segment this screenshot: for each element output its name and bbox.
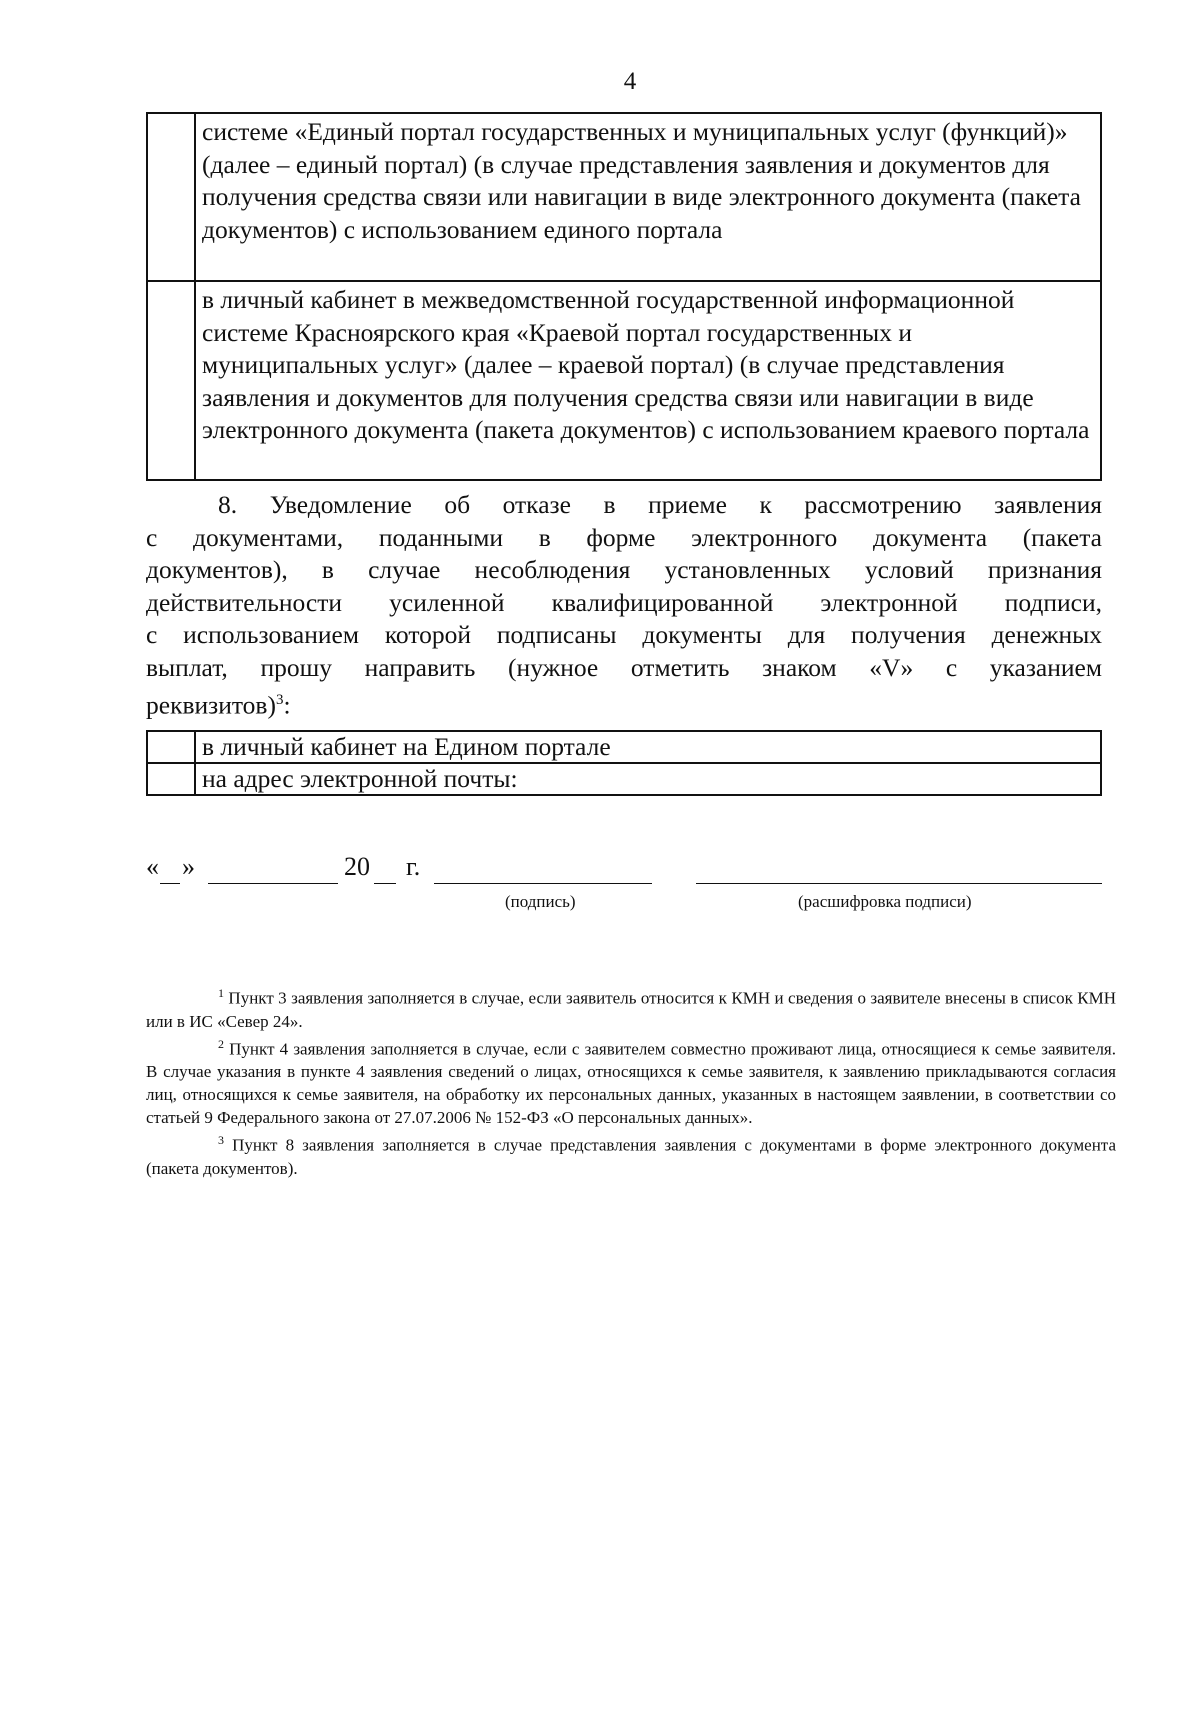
signature-field[interactable] [434,883,652,884]
table-row [147,731,1101,763]
name-decryption-field[interactable] [696,883,1102,884]
option-cabinet-text: в личный кабинет на Едином портале [195,731,1101,763]
option-single-portal-text: системе «Единый портал государственных и муниципальных услуг (функций)» (далее – единый портал) (в случае представления заявления и документов для получения средства связи или навигации в виде электронного документа (пакета документов) с использованием единого портала [195,113,1101,281]
paragraph-line-last [146,684,1102,722]
year-suffix: г. [406,852,421,881]
year-field[interactable] [374,883,396,884]
footnote-text: Пункт 3 заявления заполняется в случае, если заявитель относится к КМН и сведения о заявителе внесены в список КМН или в ИС «Север 24». [146,988,1116,1031]
date-close-quote: » [182,852,195,881]
table-row [147,113,1101,281]
paragraph-line: выплат, прошу направить (нужное отметить знаком «V» с указанием [146,652,1102,682]
checkbox-cell-email[interactable] [147,763,195,795]
footnote-text: Пункт 4 заявления заполняется в случае, если с заявителем совместно проживают лица, относящиеся к семье заявителя. В случае указания в пункте 4 заявления сведений о лицах, относящихся к семье заявителя, к заявлению прикладываются согласия лиц, относящихся к семье заявителя, на обработку их персональных данных, указанных в настоящем заявлении, в соответствии со статьей 9 Федерального закона от 27.07.2006 № 152-ФЗ «О персональных данных». [146,1039,1116,1128]
year-prefix: 20 [344,852,370,881]
footnote-mark: 3 [218,1133,224,1148]
signature-caption: (подпись) [505,892,576,911]
footnote-3 [146,1129,1116,1180]
option-regional-portal-text: в личный кабинет в межведомственной государственной информационной системе Красноярского края «Краевой портал государственных и муниципальных услуг» (далее – краевой портал) (в случае представления заявления и документов для получения средства связи или навигации в виде электронного документа (пакета документов) с использованием краевого портала [195,281,1101,480]
notification-options-table [146,730,1102,796]
paragraph-line: реквизитов) [146,690,276,720]
paragraph-line: действительности усиленной квалифицированной электронной подписи, [146,587,1102,617]
footnote-text: Пункт 8 заявления заполняется в случае представления заявления с документами в форме электронного документа (пакета документов). [146,1135,1116,1178]
paragraph-ending: : [283,690,291,720]
table-row [147,763,1101,795]
month-field[interactable] [208,883,338,884]
delivery-options-table [146,112,1102,481]
paragraph-line: с документами, поданными в форме электронного документа (пакета [146,522,1102,552]
checkbox-cell-regional-portal[interactable] [147,281,195,480]
date-open-quote: « [146,852,159,881]
footnote-ref: 3 [275,692,284,708]
footnote-1 [146,982,1116,1033]
option-email-text: на адрес электронной почты: [195,763,1101,795]
table-row [147,281,1101,480]
page-number: 4 [623,68,637,95]
paragraph-8 [146,489,1102,722]
footnotes [146,982,1116,1180]
paragraph-line: документов), в случае несоблюдения установленных условий признания [146,555,1102,584]
paragraph-line: с использованием которой подписаны документы для получения денежных [146,620,1102,649]
footnote-2 [146,1033,1116,1130]
checkbox-cell-single-portal-cabinet[interactable] [147,731,195,763]
footnote-mark: 2 [218,1036,224,1051]
paragraph-line: 8. Уведомление об отказе в приеме к рассмотрению заявления [218,490,1102,519]
name-caption: (расшифровка подписи) [798,892,972,911]
footnote-mark: 1 [218,986,224,1000]
day-field[interactable] [160,883,180,884]
checkbox-cell-single-portal[interactable] [147,113,195,281]
